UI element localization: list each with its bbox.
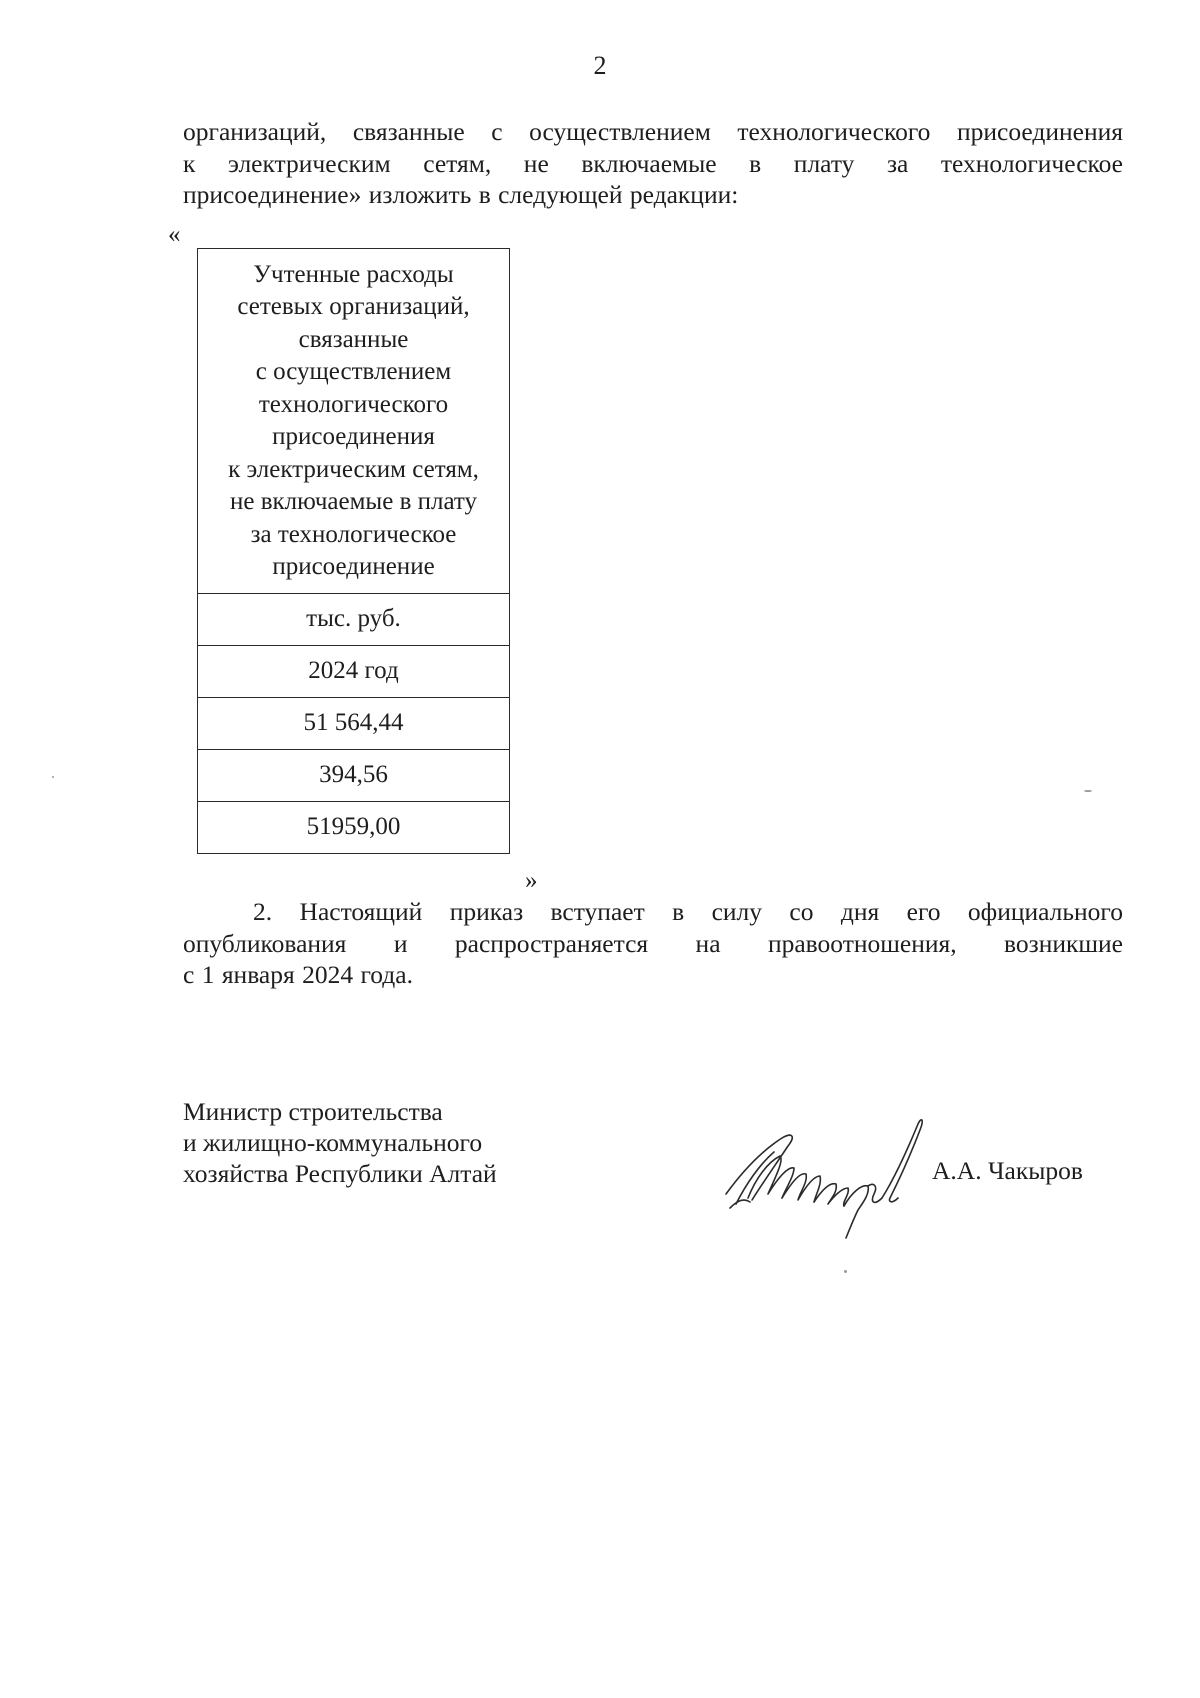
total-value-cell: 51959,00 [198,802,510,854]
final-line: опубликования и распространяется на правоотношения, возникшие [183,928,1123,958]
signer-title [183,1096,497,1189]
signer-title-line: и жилищно-коммунального [183,1128,483,1157]
intro-line: организаций, связанные с осуществлением технологического присоединения [183,117,1123,146]
opening-quote-mark: « [168,221,181,248]
final-paragraph [183,896,1123,991]
final-line: с 1 января 2024 года. [183,960,413,989]
header-line: не включаемые в плату [229,488,478,515]
signer-title-line: хозяйства Республики Алтай [183,1159,497,1188]
value-cell: 394,56 [198,750,510,802]
header-line: технологического [258,390,449,418]
table-row [198,750,510,802]
table-row [198,698,510,750]
scan-speck [844,1270,847,1273]
table-header-cell [198,249,510,594]
header-line: за технологическое [250,520,457,548]
header-line: присоединение [272,553,435,580]
header-line: Учтенные расходы [253,260,454,288]
closing-quote-mark: » [525,867,538,894]
handwritten-signature [722,1112,927,1242]
unit-cell: тыс. руб. [198,594,510,646]
intro-line: к электрическим сетям, не включаемые в плату за технологическое [183,148,1123,178]
table-row [198,802,510,854]
header-line: сетевых организаций, [237,293,470,320]
signer-title-line: Министр строительства [183,1097,443,1126]
table-row [198,249,510,594]
final-line: 2. Настоящий приказ вступает в силу со дня его официального [253,897,1123,926]
signer-name: А.А. Чакыров [932,1156,1083,1185]
scan-speck [52,776,54,778]
intro-line: присоединение» изложить в следующей редакции: [183,180,739,209]
header-line: с осуществлением [255,358,452,385]
header-line: к электрическим сетям, [228,455,479,483]
table-row [198,646,510,698]
scan-speck [1084,790,1092,792]
header-line: связанные [298,325,409,353]
table-row [198,594,510,646]
intro-paragraph [183,116,1123,211]
year-cell: 2024 год [198,646,510,698]
page-number: 2 [593,51,607,80]
header-line: присоединения [272,423,435,450]
value-cell: 51 564,44 [198,698,510,750]
expenses-table [197,248,510,854]
